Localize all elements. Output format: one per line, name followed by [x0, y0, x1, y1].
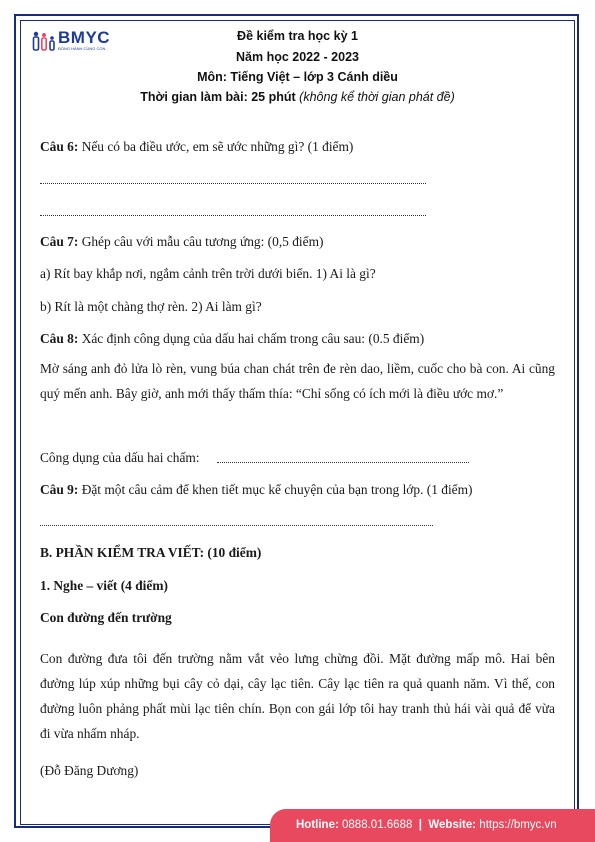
question-9 [40, 481, 473, 499]
hotline-number[interactable]: 0888.01.6688 [342, 819, 413, 831]
question-7-option-a: a) Rít bay khắp nơi, ngắm cảnh trên trời dưới biển. 1) Ai là gì? [40, 266, 376, 281]
question-8-answer-prompt: Công dụng của dấu hai chấm: [40, 450, 200, 465]
answer-line-9[interactable] [40, 525, 433, 526]
brand-name: BMYC [58, 28, 111, 47]
time-note: (không kể thời gian phát đề) [299, 90, 455, 104]
question-6 [40, 138, 353, 156]
school-year: Năm học 2022 - 2023 [236, 50, 359, 64]
time-line [0, 90, 595, 104]
section-b-title: B. PHẦN KIỂM TRA VIẾT: (10 điểm) [40, 545, 262, 560]
question-6-label: Câu 6: [40, 139, 79, 154]
answer-line-8[interactable] [217, 462, 469, 463]
section-b-sub1: 1. Nghe – viết (4 điểm) [40, 578, 168, 593]
question-9-text: Đặt một câu cảm để khen tiết mục kể chuyện của bạn trong lớp. (1 điểm) [81, 482, 473, 497]
story-text: Con đường đưa tôi đến trường nằm vắt vẻo lưng chừng đồi. Mặt đường mấp mô. Hai bên đường lúp xúp những bụi cây cỏ dại, cây lạc tiên. Cây lạc tiên ra quả quanh năm. Vì thế, con đường luôn phảng phất mùi lạc tiên chín. Bọn con gái lớp tôi hay tranh thủ hái vài quả để vừa đi vừa nhấm nháp. [40, 651, 555, 741]
answer-line-6a[interactable] [40, 183, 426, 184]
website-label: Website: [428, 819, 477, 831]
question-8-passage: Mờ sáng anh đỏ lửa lò rèn, vung búa chan chát trên đe rèn dao, liềm, cuốc cho bà con. Ai cũng quý mến anh. Bây giờ, anh mới thấy thấm thía: “Chỉ sống có ích mới là điều ước mơ.” [40, 361, 555, 401]
question-8 [40, 330, 424, 348]
time-label: Thời gian làm bài: 25 phút [140, 90, 296, 104]
question-7-option-b: b) Rít là một chàng thợ rèn. 2) Ai làm gì? [40, 299, 262, 314]
question-7-text: Ghép câu với mẫu câu tương ứng: (0,5 điểm) [81, 234, 324, 249]
question-9-label: Câu 9: [40, 482, 79, 497]
exam-title: Đề kiểm tra học kỳ 1 [237, 29, 358, 43]
hotline-label: Hotline: [296, 819, 339, 831]
question-6-text: Nếu có ba điều ước, em sẽ ước những gì? (1 điểm) [81, 139, 354, 154]
story-title: Con đường đến trường [40, 610, 172, 625]
question-7 [40, 233, 323, 251]
subject-line: Môn: Tiếng Việt – lớp 3 Cánh diều [197, 70, 398, 84]
footer-bar [270, 809, 595, 842]
question-8-label: Câu 8: [40, 331, 79, 346]
answer-line-6b[interactable] [40, 215, 426, 216]
question-7-label: Câu 7: [40, 234, 79, 249]
question-8-text: Xác định công dụng của dấu hai chấm trong câu sau: (0.5 điểm) [81, 331, 425, 346]
story-author: (Đỗ Đăng Dương) [40, 763, 139, 778]
footer-separator: | [418, 819, 422, 831]
website-link[interactable]: https://bmyc.vn [479, 819, 557, 831]
brand-tagline: ĐỒNG HÀNH CÙNG CON [58, 46, 106, 51]
